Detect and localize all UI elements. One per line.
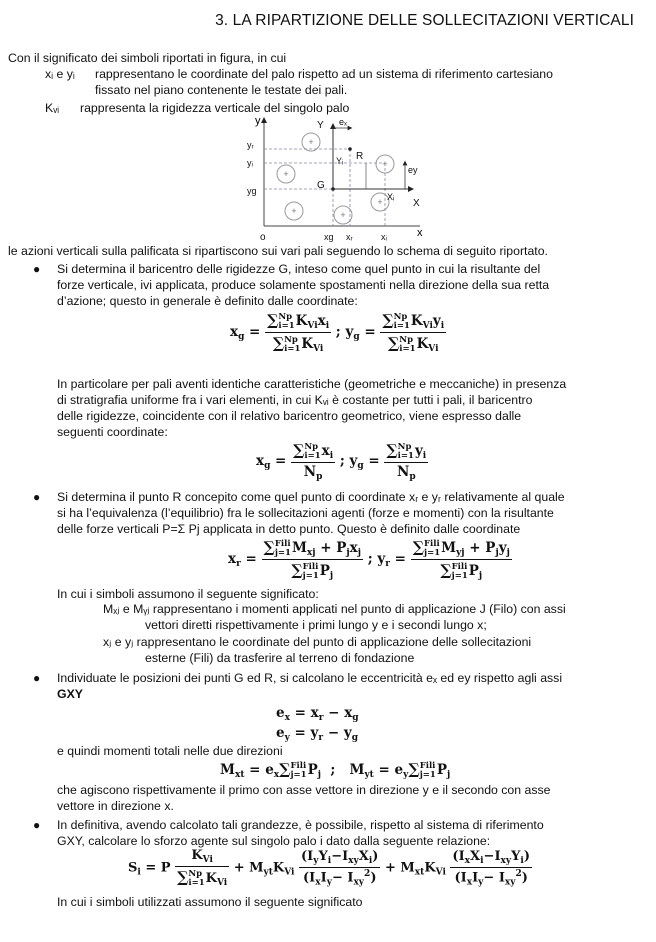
- label-X: X: [413, 198, 420, 209]
- resultant-point: [348, 147, 352, 151]
- bullet1-line: Si determina il baricentro delle rigidezze G, inteso come quel punto in cui la risultante del: [57, 262, 541, 276]
- intro-line: Con il significato dei simboli riportati in figura, in cui: [8, 51, 287, 65]
- formula-barycenter-stiffness: $x_g$ = ∑ Np i=1 $K_{Vi}x_i$ ∑ Np i=1 $K_{Vi}$ ; $y_g$ = ∑ Np i=1 $K_{Vi}y_i$ ∑ Np i=1 $K_{Vi}$: [230, 311, 445, 354]
- bullet3-moments-intro: e quindi momenti totali nelle due direzioni: [57, 744, 283, 758]
- pile-mark: +: [308, 137, 314, 147]
- formula-eccentricity-x: $e_x = x_r - x_g$: [276, 705, 359, 723]
- bullet2-line: delle forze verticali P=Σ Pj applicata in detto punto. Questo è definito dalle coordinate: [57, 522, 521, 536]
- label-xi: xᵢ: [381, 232, 387, 242]
- formula-eccentricity-y: $e_y = y_r - y_g$: [276, 725, 358, 743]
- xy-definition-cont: fissato nel piano contenente le testate dei pali.: [95, 83, 348, 97]
- section-heading: 3. LA RIPARTIZIONE DELLE SOLLECITAZIONI VERTICALI: [215, 12, 634, 29]
- xy-definition: rappresentano le coordinate del palo rispetto ad un sistema di riferimento cartesiano: [95, 67, 553, 81]
- bullet-dot: ●: [33, 262, 41, 276]
- bullet1-paragraph: delle rigidezze, coincidente con il relativo baricentro geometrico, viene espresso dalle: [57, 409, 522, 423]
- bullet-dot: ●: [33, 671, 41, 685]
- bullet3-moments-desc: vettore in direzione x.: [57, 799, 174, 813]
- bullet2-line: Si determina il punto R concepito come quel punto di coordinate xᵣ e yᵣ relativamente al quale: [57, 490, 565, 504]
- barycenter-point: [331, 187, 335, 191]
- label-yg: yg: [247, 186, 257, 196]
- label-Y: Y: [317, 120, 324, 131]
- bullet3-line: GXY: [57, 687, 83, 701]
- symbol-xi-yi: xᵢ e yᵢ: [45, 67, 75, 81]
- bullet2-symbol-def: Mₓⱼ e Mᵧⱼ rappresentano i momenti applicati nel punto di applicazione J (Filo) con assi: [103, 602, 566, 616]
- label-ex: eₓ: [339, 117, 347, 127]
- pile-layout-figure: [245, 114, 430, 244]
- pile-mark: +: [283, 169, 289, 179]
- bullet2-line: si ha l’equivalenza (l’equilibrio) fra le sollecitazioni agenti (forze e momenti) con la risultante: [57, 506, 554, 520]
- formula-resultant-point: $x_r$ = ∑ Fili j=1 $M_{xj} + P_jx_j$ ∑ Fili j=1 $P_j$ ; $y_r$ = ∑ Fili j=1 $M_{yj} + P_jy_j$ ∑ Fili j=1 $P_j$: [228, 538, 510, 581]
- label-ey: ey: [408, 165, 418, 175]
- bullet3-moments-desc: che agiscono rispettivamente il primo con asse vettore in direzione y e il secondo con asse: [57, 783, 551, 797]
- axis-x-label: x: [417, 227, 423, 239]
- formula-pile-load: $S_i = P$ $K_{Vi}$ ∑ Np i=1 $K_{Vi}$ + $M_{yt}K_{Vi}$ $\frac{(I_yY_i-I_{xy}X_i)}{(I_xI_y- I_{xy}^2)}$ + $M_{xt}K_{Vi}$ $\frac{(I_xX_i-I_{xy}Y_i)}{(I_xI_y- I_{xy}^2)}$: [128, 848, 530, 888]
- kvi-definition: rappresenta la rigidezza verticale del singolo palo: [80, 101, 350, 115]
- bullet2-symbol-def: xⱼ e yⱼ rappresentano le coordinate del punto di applicazione delle sollecitazioni: [103, 635, 532, 649]
- bullet2-symbols-intro: In cui i simboli assumono il seguente significato:: [57, 587, 319, 601]
- label-Xi: Xᵢ: [387, 192, 395, 202]
- label-R: R: [356, 151, 364, 162]
- bullet1-line: forze verticale, ivi applicata, produce solamente spostamenti nella direzione della sua retta: [57, 278, 550, 292]
- label-G: G: [317, 180, 325, 191]
- pile-mark: +: [340, 210, 346, 220]
- label-xg: xg: [324, 232, 334, 242]
- label-yi: yᵢ: [247, 158, 253, 168]
- bullet3-line: Individuate le posizioni dei punti G ed R, si calcolano le eccentricità eₓ ed ey rispetto agli assi: [57, 671, 563, 685]
- bullet1-paragraph: In particolare per pali aventi identiche caratteristiche (geometriche e meccaniche) in presenza: [57, 377, 567, 391]
- label-origin: o: [260, 232, 266, 243]
- label-Yi: Yᵢ: [336, 156, 344, 166]
- formula-geometric-barycenter: $x_g$ = ∑ Np i=1 $x_i$ $N_p$ ; $y_g$ = ∑ Np i=1 $y_i$ $N_p$: [256, 441, 427, 482]
- pile-mark: +: [291, 206, 297, 216]
- pile-mark: +: [377, 197, 383, 207]
- bullet1-paragraph: seguenti coordinate:: [57, 425, 168, 439]
- symbol-kvi: Kᵥᵢ: [45, 101, 60, 115]
- pile-mark: +: [382, 159, 388, 169]
- formula-total-moments: $M_{xt} = e_x\sum$ Fili j=1 $P_j$ ; $M_{yt} = e_y\sum$ Fili j=1 $P_j$: [220, 760, 451, 780]
- bullet-dot: ●: [33, 818, 41, 832]
- label-xr: xᵣ: [346, 232, 353, 242]
- bullet4-closing: In cui i simboli utilizzati assumono il seguente significato: [57, 895, 363, 909]
- label-yr: yᵣ: [247, 140, 254, 150]
- bullet1-paragraph: di stratigrafia uniforme fra i vari elementi, in cui Kᵥᵢ è costante per tutti i pali, il baricentro: [57, 393, 533, 407]
- bullet2-symbol-def: vettori diretti rispettivamente i primi lungo y e i secondi lungo x;: [145, 618, 487, 632]
- bullet1-line: d’azione; questo in generale è definito dalle coordinate:: [57, 294, 358, 308]
- after-figure-text: le azioni verticali sulla palificata si ripartiscono sui vari pali seguendo lo schema di seguito riportato.: [8, 244, 548, 258]
- bullet2-symbol-def: esterne (Fili) da trasferire al terreno di fondazione: [145, 651, 415, 665]
- bullet4-line: GXY, calcolare lo sforzo agente sul singolo palo i dato dalla seguente relazione:: [57, 834, 491, 848]
- bullet4-line: In definitiva, avendo calcolato tali grandezze, è possibile, rispetto al sistema di riferimento: [57, 818, 544, 832]
- axis-y-label: y: [255, 115, 261, 127]
- bullet-dot: ●: [33, 490, 41, 504]
